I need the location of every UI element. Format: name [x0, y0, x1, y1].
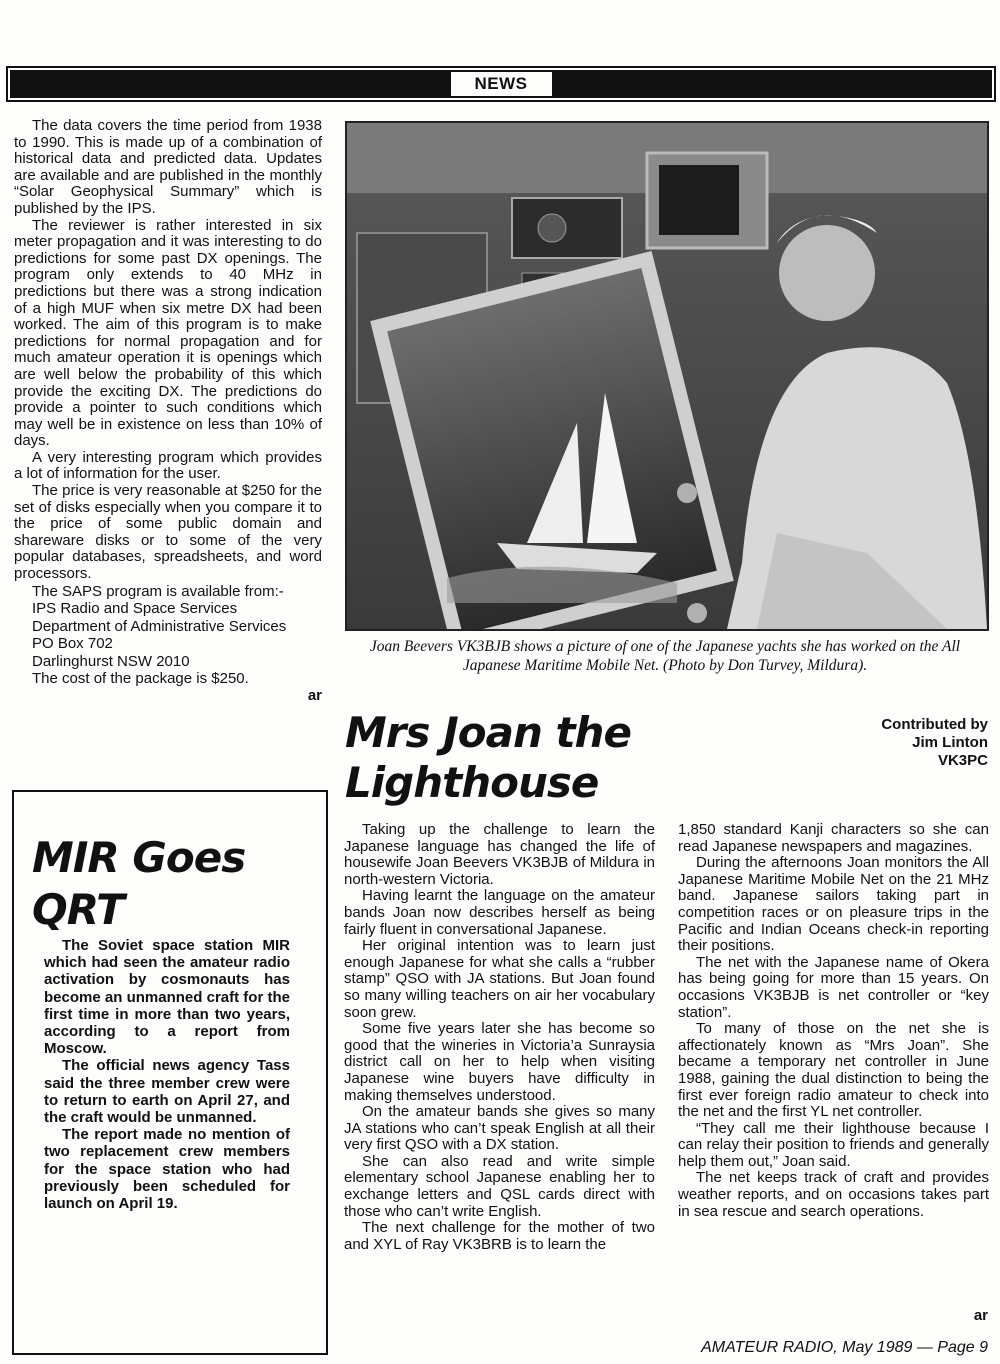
article-paragraph: During the afternoons Joan monitors the All Japanese Maritime Mobile Net on the 21 MHz band. Japanese sailors taking part in competition races or on pleasure trips in the Pacific and Indian Oceans check-in reporting their positions.	[678, 854, 989, 955]
address-line: IPS Radio and Space Services	[32, 600, 238, 618]
article-paragraph: The next challenge for the mother of two and XYL of Ray VK3BRB is to learn the	[344, 1219, 655, 1253]
address-line: Department of Administrative Services	[32, 617, 287, 635]
article-column-1	[344, 822, 655, 1253]
article-paragraph: Having learnt the language on the amateur bands Joan now describes herself as being fairly fluent in conversational Japanese.	[344, 887, 655, 938]
article-paragraph: The net keeps track of craft and provides weather reports, and on occasions takes part in sea rescue and search operations.	[678, 1169, 989, 1220]
article-paragraph: Some five years later she has become so good that the wineries in Victoria’a Sunraysia district call on her to help when visiting Japanese wine buyers have difficulty in making themselves understood.	[344, 1020, 655, 1104]
mir-paragraph: The Soviet space station MIR which had seen the amateur radio activation by cosmonauts has become an unmanned craft for the first time in more than two years, according to a report from Moscow.	[44, 937, 290, 1058]
review-paragraph: A very interesting program which provides a lot of information for the user.	[14, 448, 322, 483]
byline-line: Jim Linton	[912, 734, 988, 751]
photo-illustration	[347, 123, 987, 629]
publication-name: AMATEUR RADIO	[701, 1339, 834, 1356]
page-footer	[701, 1338, 988, 1358]
review-paragraph: The data covers the time period from 1938 to 1990. This is made up of a combination of historical data and predicted data. Updates are available and are published in the monthly “Solar Geophysical Summary” which is published by the IPS.	[14, 117, 322, 217]
article-paragraph: The net with the Japanese name of Okera has being going for more than 15 years. On occasions VK3BJB is net controller or “key station”.	[678, 953, 989, 1021]
byline-line: VK3PC	[937, 752, 988, 769]
section-header-bar	[10, 70, 992, 98]
article-headline: Mrs Joan the Lighthouse	[345, 708, 631, 807]
supplier-address	[14, 583, 322, 688]
review-paragraph: The price is very reasonable at $250 for the set of disks especially when you compare it to the price of some public domain and shareware disks or to some of the very popular databases, spreadsheets, and word processors.	[14, 482, 322, 583]
mir-paragraph: The report made no mention of two replacement crew members for the space station who had previously been scheduled for launch on April 19.	[44, 1126, 290, 1213]
article-paragraph: Her original intention was to learn just enough Japanese for what she calls a “rubber stamp” QSO with JA stations. But Joan found so many willing teachers on air her vocabulary soon grew.	[344, 937, 655, 1021]
mir-headline: MIR Goes QRT	[32, 833, 246, 934]
address-line: The cost of the package is $250.	[32, 670, 249, 688]
article-paragraph: “They call me their lighthouse because I can relay their position to friends and generally help them out,” Joan said.	[678, 1119, 989, 1170]
section-title: NEWS	[451, 72, 552, 96]
article-paragraph: To many of those on the net she is affectionately known as “Mrs Joan”. She became a temporary net controller in June 1988, gaining the dual distinction to being the first ever foreign radio amateur to check into the net and the first YL net controller.	[678, 1020, 989, 1121]
byline-line: Contributed by	[881, 716, 988, 733]
photo-caption: Joan Beevers VK3BJB shows a picture of one of the Japanese yachts she has worked on the All Japanese Maritime Mobile Net. (Photo by Don Turvey, Mildura).	[369, 638, 961, 674]
article-column-2	[678, 822, 989, 1220]
mir-story-body	[44, 937, 290, 1212]
review-column	[14, 118, 322, 704]
article-byline	[840, 716, 988, 770]
mir-paragraph: The official news agency Tass said the three member crew were to return to earth on April 27, and the craft would be unmanned.	[44, 1057, 290, 1127]
address-line: Darlinghurst NSW 2010	[32, 652, 190, 670]
review-paragraph: The reviewer is rather interested in six meter propagation and it was interesting to do predictions for some past DX openings. The program only extends to 40 MHz in predictions but there was a strong indication of a high MUF when six metre DX had been worked. The aim of this program is to make predictions for normal propagation and for much amateur operation it is openings which are well below the probability of this which provide the exciting DX. The predictions do provide a pointer to such conditions which may well be in existence on less than 10% of days.	[14, 216, 322, 450]
issue-and-page: , May 1989 — Page 9	[833, 1339, 988, 1356]
address-line: The SAPS program is available from:-	[32, 582, 284, 600]
end-mark: ar	[307, 686, 322, 704]
article-photo	[345, 121, 989, 631]
address-line: PO Box 702	[32, 635, 113, 653]
article-paragraph: She can also read and write simple elementary school Japanese enabling her to exchange letters and QSL cards direct with those who can’t write English.	[344, 1152, 655, 1220]
article-paragraph: Taking up the challenge to learn the Japanese language has changed the life of housewife Joan Beevers VK3BJB of Mildura in north-western Victoria.	[344, 821, 655, 888]
article-paragraph: On the amateur bands she gives so many JA stations who can’t speak English at all their very first QSO with a DX station.	[344, 1103, 655, 1154]
end-mark: ar	[973, 1307, 988, 1324]
article-paragraph: 1,850 standard Kanji characters so she can read Japanese newspapers and magazines.	[678, 821, 989, 855]
